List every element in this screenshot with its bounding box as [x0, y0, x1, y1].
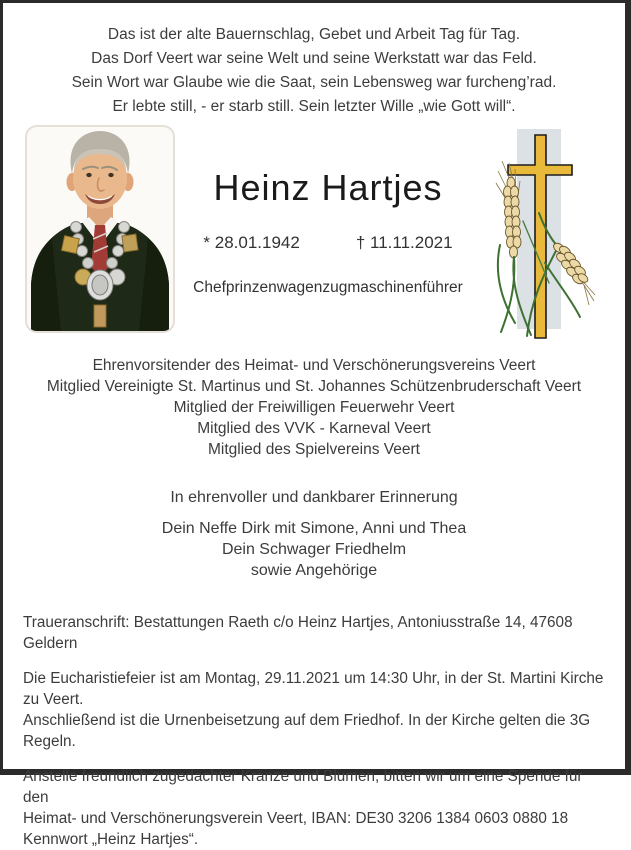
service-line: Die Eucharistiefeier ist am Montag, 29.11.2021 um 14:30 Uhr, in der St. Martini Kirche zu Veert.: [23, 670, 604, 708]
membership-line: Mitglied Vereinigte St. Martinus und St. Johannes Schützenbruderschaft Veert: [46, 378, 582, 395]
poem-line: Das ist der alte Bauernschlag, Gebet und Arbeit Tag für Tag.: [107, 26, 521, 43]
life-dates: [175, 233, 481, 253]
donation-info: [3, 766, 625, 850]
deceased-title: Chefprinzenwagenzugmaschinenführer: [193, 279, 463, 296]
poem-line: Er lebte still, - er starb still. Sein letzter Wille „wie Gott will“.: [112, 98, 516, 115]
birth-date: * 28.01.1942: [203, 233, 300, 252]
cross-wheat-illustration: [481, 125, 607, 341]
membership-line: Mitglied der Freiwilligen Feuerwehr Veert: [173, 399, 455, 416]
membership-line: Ehrenvorsitender des Heimat- und Verschönerungsvereins Veert: [92, 357, 536, 374]
donation-line: Kennwort „Heinz Hartjes“.: [23, 831, 199, 848]
service-line: Anschließend ist die Urnenbeisetzung auf dem Friedhof. In der Kirche gelten die 3G Regeln.: [23, 712, 591, 750]
membership-line: Mitglied des VVK - Karneval Veert: [197, 420, 431, 437]
family-line: Dein Schwager Friedhelm: [221, 541, 407, 558]
deceased-name: Heinz Hartjes: [213, 167, 443, 208]
memberships-list: [3, 355, 625, 460]
death-date: † 11.11.2021: [355, 233, 453, 252]
family-line: Dein Neffe Dirk mit Simone, Anni und Thea: [161, 520, 467, 537]
funeral-service-info: [3, 668, 625, 752]
deceased-info: [175, 125, 481, 297]
family-line: sowie Angehörige: [250, 562, 378, 579]
cross-wheat-svg: [481, 125, 607, 341]
portrait-photo-svg: [25, 125, 175, 333]
membership-line: Mitglied des Spielvereins Veert: [208, 441, 420, 458]
header-row: [3, 125, 625, 341]
donation-line: Anstelle freundlich zugedachter Kränze und Blumen, bitten wir um eine Spende für den: [23, 768, 583, 806]
donation-line: Heimat- und Verschönerungsverein Veert, IBAN: DE30 3206 1384 0603 0880 18: [23, 810, 569, 827]
poem-line: Sein Wort war Glaube wie die Saat, sein Lebensweg war furcheng’rad.: [71, 74, 557, 91]
portrait-photo: [25, 125, 175, 333]
mourning-address: Traueranschrift: Bestattungen Raeth c/o Heinz Hartjes, Antoniusstraße 14, 47608 Geldern: [23, 614, 573, 652]
poem-line: Das Dorf Veert war seine Welt und seine Werkstatt war das Feld.: [91, 50, 537, 67]
remembrance-line: In ehrenvoller und dankbarer Erinnerung: [170, 489, 458, 506]
memorial-poem: [3, 23, 625, 119]
mourning-family: [3, 518, 625, 581]
